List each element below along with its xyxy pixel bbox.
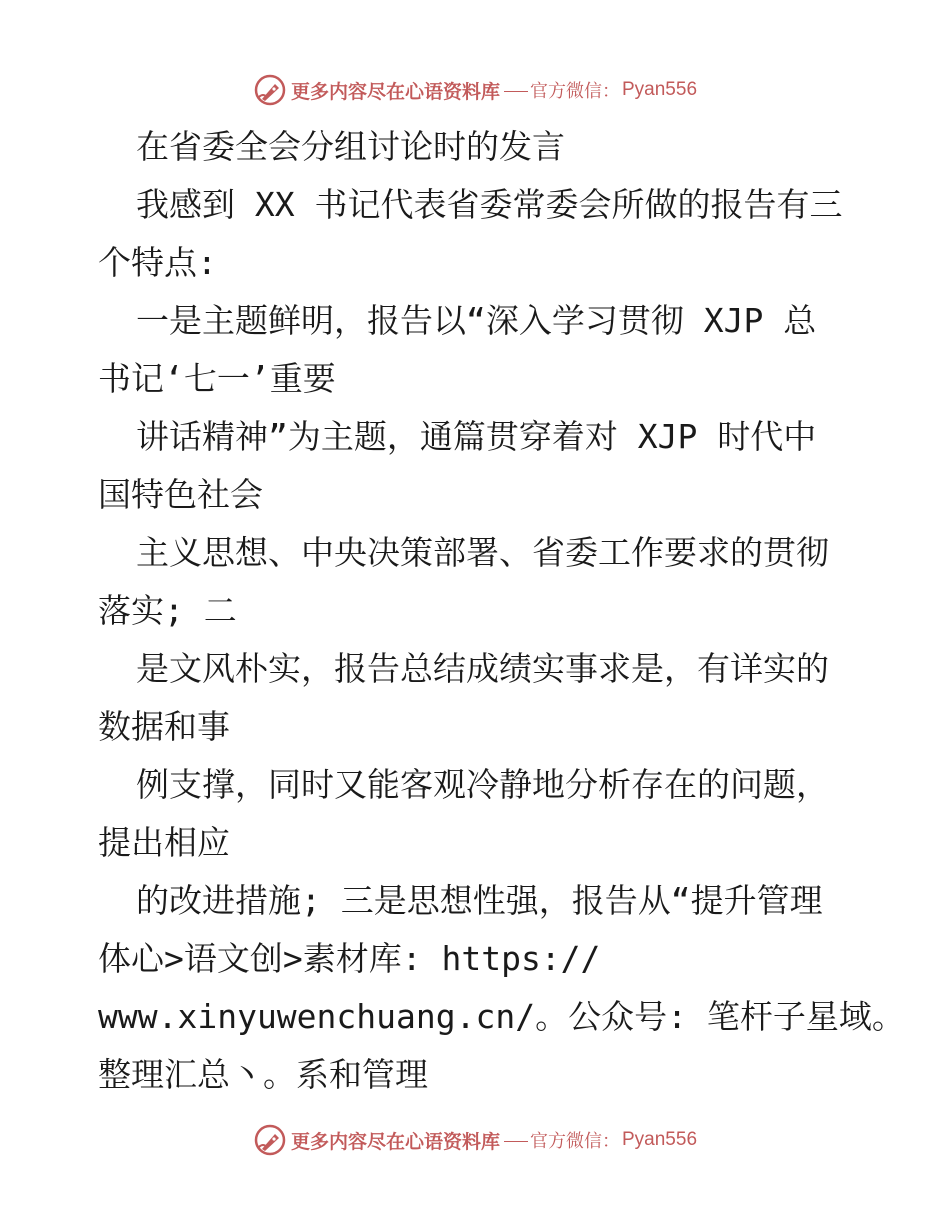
text-line: 提出相应	[98, 823, 230, 862]
text-line: 是文风朴实，报告总结成绩实事求是，有详实的	[136, 649, 829, 688]
text-line: 我感到 XX 书记代表省委常委会所做的报告有三	[136, 185, 843, 224]
text-line: www.xinyuwenchuang.cn/。公众号: 笔杆子星域。	[98, 997, 905, 1036]
watermark-sub-text: 官方微信：	[530, 1131, 620, 1152]
watermark-id: Pyan556	[622, 79, 698, 100]
text-line: 国特色社会	[98, 475, 263, 514]
watermark-main-text: 更多内容尽在心语资料库	[290, 1130, 500, 1153]
text-line: 主义思想、中央决策部署、省委工作要求的贯彻	[136, 533, 829, 572]
text-line: 讲话精神”为主题，通篇贯穿着对 XJP 时代中	[136, 417, 817, 456]
document-body	[98, 118, 905, 1104]
watermark-main-text: 更多内容尽在心语资料库	[290, 80, 500, 103]
watermark-id: Pyan556	[622, 1129, 698, 1150]
text-line: 落实; 二	[98, 591, 237, 630]
watermark-dash	[504, 91, 528, 92]
text-line: 书记‘七一’重要	[98, 359, 336, 398]
pen-nib-logo-icon	[253, 1123, 287, 1157]
text-line: 例支撑，同时又能客观冷静地分析存在的问题，	[136, 765, 829, 804]
text-line: 整理汇总丶。系和管理	[98, 1055, 428, 1094]
text-line: 的改进措施; 三是思想性强，报告从“提升管理	[136, 881, 823, 920]
text-line: 一是主题鲜明，报告以“深入学习贯彻 XJP 总	[136, 301, 817, 340]
watermark-sub-text: 官方微信：	[530, 81, 620, 102]
document-title: 在省委全会分组讨论时的发言	[136, 127, 565, 166]
watermark-dash	[504, 1141, 528, 1142]
header-watermark	[0, 70, 950, 110]
text-line: 体心>语文创>素材库: https://	[98, 939, 601, 978]
footer-watermark	[0, 1120, 950, 1160]
pen-nib-logo-icon	[253, 73, 287, 107]
text-line: 个特点:	[98, 243, 217, 282]
text-line: 数据和事	[98, 707, 230, 746]
